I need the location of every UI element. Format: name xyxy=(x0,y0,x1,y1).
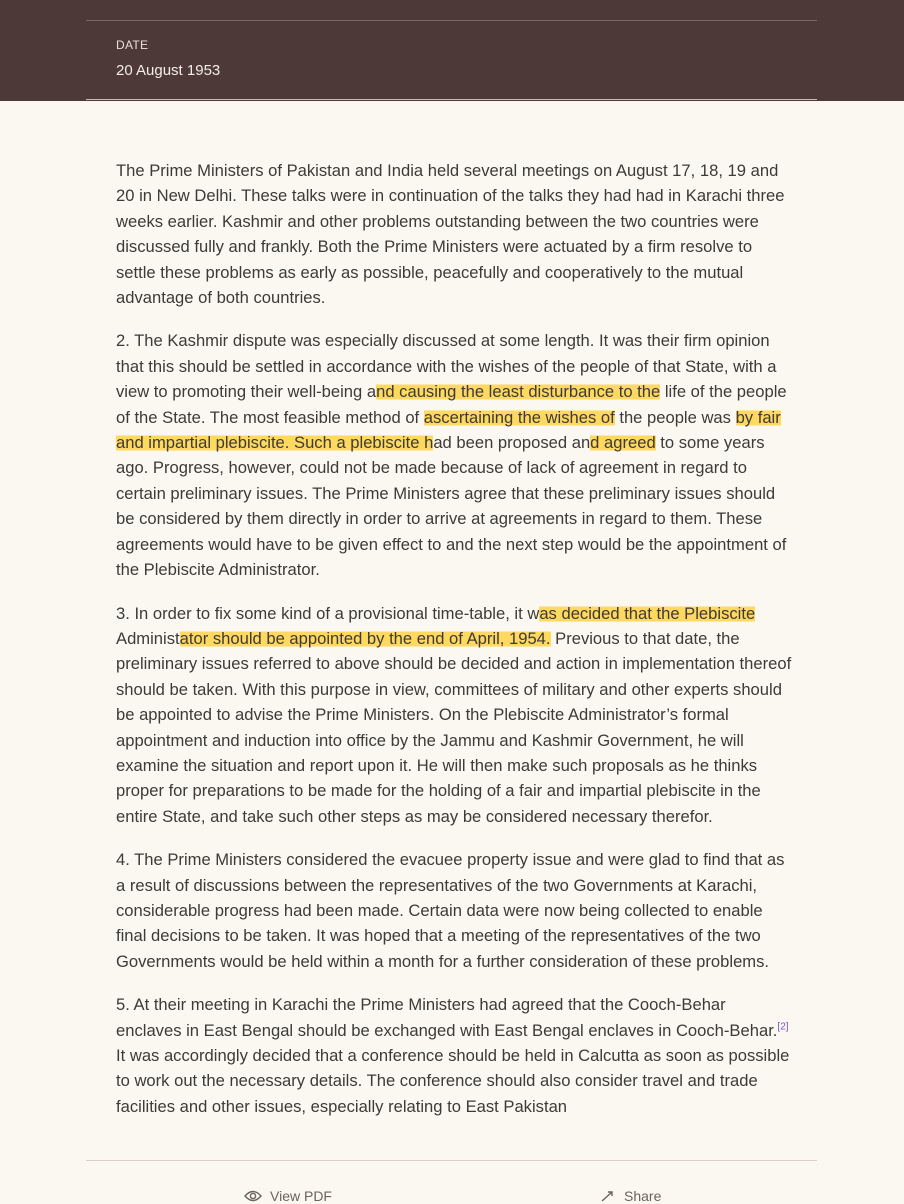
bottom-toolbar-area xyxy=(0,1160,904,1199)
paragraph-5 xyxy=(116,992,792,1119)
view-pdf-label: View PDF xyxy=(270,1188,332,1204)
text-segment: the people was xyxy=(614,407,736,427)
date-label: DATE xyxy=(116,38,149,52)
highlighted-text: ascertaining the wishes of xyxy=(423,407,615,427)
paragraph-1 xyxy=(116,158,792,310)
header-top-divider xyxy=(86,20,817,21)
document-header xyxy=(0,0,904,101)
paragraph-4 xyxy=(116,847,792,974)
header-bottom-divider xyxy=(86,99,817,100)
document-body xyxy=(116,158,792,1137)
text-segment: The Prime Ministers of Pakistan and India held several meetings on August 17, 18, 19 and 20 in New Delhi. These talks were in continuation of the talks they had had in Karachi three weeks earlier. Kashmir and other problems outstanding between the two countries were discussed fully and frankly. Both the Prime Ministers were actuated by a firm resolve to settle these problems as early as possible, peacefully and cooperatively to the mutual advantage of both countries. xyxy=(116,161,785,308)
paragraph-3 xyxy=(116,601,792,830)
text-segment: Previous to that date, the preliminary issues referred to above should be decided and action in implementation thereof should be taken. With this purpose in view, committees of military and other experts should be appointed to advise the Prime Ministers. On the Plebiscite Administrator’s formal appointment and induction into office by the Jammu and Kashmir Government, he will examine the situation and report upon it. He will then make such proposals as he thinks proper for preparations to be made for the holding of a fair and impartial plebiscite in the entire State, and take such other steps as may be considered necessary therefor. xyxy=(116,628,792,826)
text-segment: Administ xyxy=(116,628,180,648)
share-button[interactable] xyxy=(600,1188,661,1204)
highlighted-text: by fair and impartial plebiscite. Such a plebiscite h xyxy=(116,407,781,453)
text-segment: 3. In order to fix some kind of a provisional time-table, it w xyxy=(116,603,540,623)
paragraph-2 xyxy=(116,328,792,582)
footnote-ref-link[interactable]: [2] xyxy=(777,1021,789,1033)
bottom-divider xyxy=(86,1160,817,1161)
highlighted-text: as decided that the Plebiscite xyxy=(539,603,756,623)
eye-icon xyxy=(244,1189,262,1203)
date-value: 20 August 1953 xyxy=(116,62,221,79)
share-label: Share xyxy=(624,1188,662,1204)
text-segment: It was accordingly decided that a conference should be held in Calcutta as soon as possible to work out the necessary details. The conference should also consider travel and trade facilities and other issues, especially relating to East Pakistan xyxy=(116,1046,790,1116)
view-pdf-button[interactable] xyxy=(244,1188,332,1204)
highlighted-text: ator should be appointed by the end of April, 1954. xyxy=(179,628,551,648)
highlighted-text: nd causing the least disturbance to the xyxy=(376,382,661,402)
text-segment: 5. At their meeting in Karachi the Prime Ministers had agreed that the Cooch-Behar enclaves in East Bengal should be exchanged with East Bengal enclaves in Cooch-Behar. xyxy=(116,995,778,1040)
share-icon xyxy=(600,1189,616,1203)
text-segment: 2. The Kashmir dispute was especially discussed at some length. It was their firm opinion that this should be settled in accordance with the wishes of the people of that State, with a view to promoting their well-being a xyxy=(116,331,777,402)
text-segment: to some years ago. Progress, however, could not be made because of lack of agreement in regard to certain preliminary issues. The Prime Ministers agree that these preliminary issues should be considered by them directly in order to arrive at agreements in regard to them. These agreements would have to be given effect to and the next step would be the appointment of the Plebiscite Administrator. xyxy=(116,433,787,580)
text-segment: life of the people of the State. The most feasible method of xyxy=(116,382,787,427)
text-segment: 4. The Prime Ministers considered the evacuee property issue and were glad to find that as a result of discussions between the representatives of the two Governments at Karachi, considerable progress had been made. Certain data were now being collected to enable final decisions to be taken. It was hoped that a meeting of the representatives of the two Governments would be held within a month for a further consideration of these problems. xyxy=(116,850,785,971)
text-segment: ad been proposed an xyxy=(433,433,591,453)
highlighted-text: d agreed xyxy=(590,433,656,453)
